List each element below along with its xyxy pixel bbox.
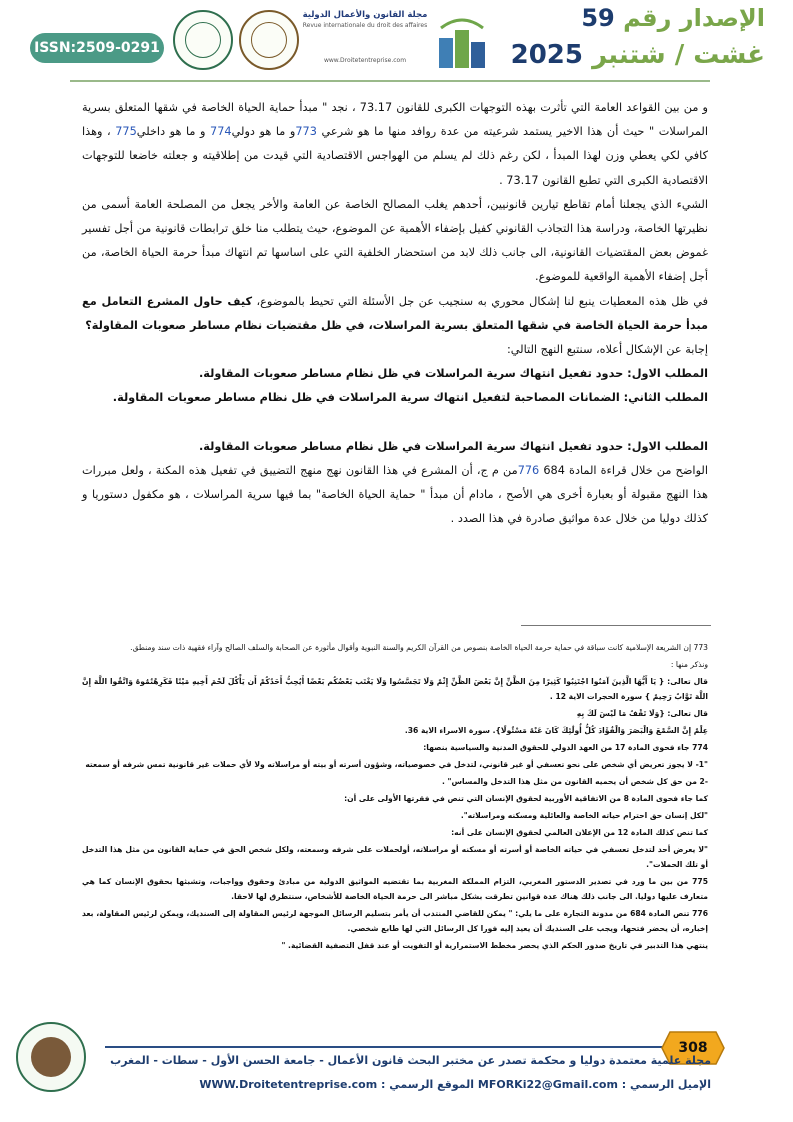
issue-month: غشت / شتنبر — [592, 40, 765, 70]
footnote-774-c: -2 من حق كل شخص أن يحميه القانون من مثل هذا التدخل والمساس" . — [442, 777, 708, 786]
email-label: الإميل الرسمي : — [621, 1078, 711, 1091]
footer-journal-line: مجلة علمية معتمدة دوليا و محكمة تصدر عن مختبر البحث قانون الأعمال - جامعة الحسن الأول - سطات - المغرب — [110, 1054, 711, 1067]
footnote-774-f: كما تنص كذلك المادة 12 من الإعلان العالمي لحقوق الإنسان على أنه: — [451, 828, 708, 837]
section-heading-3: المطلب الاول: حدود تفعيل انتهاك سرية المراسلات في ظل نظام مساطر صعوبات المقاولة. — [198, 439, 708, 453]
journal-site: www.Droitetentreprise.com — [323, 57, 407, 64]
issue-number: 59 — [581, 4, 615, 32]
research-question: كيف حاول المشرع التعامل مع مبدأ حرمة الحياة الخاصة في شقها المتعلق بسرية المراسلات، في ظل مقتضيات نظام مساطر صعوبات المقاولة؟ — [82, 294, 708, 332]
books-logo-icon — [433, 8, 491, 74]
issn-badge: ISSN:2509-0291 — [30, 33, 164, 63]
footnote-774-b: "1- لا يجوز تعريض أي شخص على نحو تعسفي أو غير قانوني، لتدخل في خصوصياته، وشؤون أسرته أو بيته أو مراسلاته ولا لأي حملات غير قانونية تمس شرفه أو سمعته — [85, 760, 708, 769]
issue-info — [495, 0, 765, 74]
paragraph-1: و من بين القواعد العامة التي تأثرت بهذه التوجهات الكبرى للقانون 73.17 ، نجد " مبدأ حماية الحياة الخاصة في شقها المتعلق بسرية المراسلات " حيث أن هذا الاخير يستمد شرعيته من عدة روافد منها ما هو شرعي 773و ما هو دولي774 و ما هو داخلي775 ، وهذا كافي لكي يعطي وزن لهذا المبدأ ، لكن رغم ذلك لم يسلم من الهواجس الاقتصادية التي قيدت من إطلاقيته و جعلته خاضعا للتوجهات الاقتصادية الكبرى التي تطبع القانون 73.17 . — [82, 101, 709, 187]
site-link[interactable]: WWW.Droitetentreprise.com — [199, 1078, 378, 1091]
footnote-ref-774[interactable]: 774 — [210, 125, 232, 139]
footnote-ref-776[interactable]: 776 — [517, 463, 540, 477]
university-seal-logo — [239, 10, 299, 70]
page-number: 308 — [678, 1040, 708, 1056]
footnote-773-verse-1: قال تعالى: { يَا أَيُّهَا الَّذِينَ آمَنُوا اجْتَنِبُوا كَثِيرًا مِنَ الظَّنِّ إِنَّ بَعْضَ الظَّنِّ إِثْمٌ وَلَا تَجَسَّسُوا وَلَا يَغْتَب بَعْضُكُم بَعْضًا أَيُحِبُّ أَحَدُكُمْ أَن يَأْكُلَ لَحْمَ أَخِيهِ مَيْتًا فَكَرِهْتُمُوهُ وَاتَّقُوا اللَّهَ إِنَّ اللَّهَ تَوَّابٌ رَحِيمٌ } سورة الحجرات الاية 12 . — [82, 677, 708, 701]
editor-seal-logo — [16, 1022, 86, 1092]
page-header — [0, 0, 793, 92]
footnote-ref-775[interactable]: 775 — [115, 125, 137, 139]
footnote-773-b: ونذكر منها : — [670, 660, 708, 669]
footnote-776-b: ينتهي هذا التدبير في تاريخ صدور الحكم الذي يحصر مخطط الاستمرارية أو التفويت أو عند قفل التصفية القضائية. " — [281, 941, 708, 950]
paragraph-3: في ظل هذه المعطيات ينبع لنا إشكال محوري به سنجيب عن جل الأسئلة التي تحيط بالموضوع، كيف حاول المشرع التعامل مع مبدأ حرمة الحياة الخاصة في شقها المتعلق بسرية المراسلات، في ظل مقتضيات نظام مساطر صعوبات المقاولة؟ — [82, 294, 709, 332]
footnotes — [82, 640, 708, 955]
section-heading-2: المطلب الثاني: الضمانات المصاحبة لتفعيل انتهاك سرية المراسلات في ظل نظام مساطر صعوبات المقاولة. — [112, 391, 708, 405]
footnote-separator — [521, 625, 711, 626]
footnote-774: 774 جاء فحوى المادة 17 من العهد الدولي للحقوق المدنية والسياسية بنصها: — [423, 743, 708, 752]
footnote-775: 775 من بين ما ورد في تصدير الدستور المغربي، التزام المملكة المغربية بما تقتضيه المواثيق الدولية من مبادئ وحقوق وواجبات، وتشبثها بحقوق الإنسان كما هي متعارف عليها دوليا. الى جانب ذلك هناك عدة قوانين تطرقت بشكل مباشر الى حرمة الحياة الخاصة للأشخاص، سنتطرق لها لاحقا. — [82, 877, 708, 901]
issue-label: الإصدار رقم — [623, 4, 765, 32]
footnote-776: 776 تنص المادة 684 من مدونة التجارة على ما يلي: " يمكن للقاضي المنتدب أن يأمر بتسليم الرسائل الموجهة لرئيس المقاولة إلى السنديك، ويمكن لرئيس المقاولة، بعد إخباره، أن يحضر فتحها، ويجب على السنديك أن يعيد إليه فورا كل الرسائل التي لها طابع شخصي. — [82, 909, 708, 933]
journal-masthead — [300, 10, 430, 72]
header-divider — [70, 80, 710, 82]
journal-title: مجلة القانون والأعمال الدولية — [302, 10, 428, 20]
article-body — [82, 96, 708, 531]
journal-subtitle: Revue internationale du droit des affaires — [302, 22, 428, 29]
footnote-773: 773 إن الشريعة الإسلامية كانت سباقة في حماية حرمة الحياة الخاصة بنصوص من القرآن الكريم والسنة النبوية وأقوال مأثورة عن الصحابة والسلف الصالح وآراء فقهية ذات سند ومنطق. — [130, 643, 708, 652]
paragraph-4: إجابة عن الإشكال أعلاه، سنتبع النهج التالي: — [506, 343, 708, 357]
footnote-774-e: "لكل إنسان حق احترام حياته الخاصة والعائلية ومسكنه ومراسلاته". — [460, 811, 708, 820]
issue-year: 2025 — [510, 40, 583, 70]
paragraph-5: الواضح من خلال قراءة المادة 684 776من م ج، أن المشرع في هذا القانون نهج منهج التضييق في تفعيل هذه المكنة ، ولعل مبررات هذا النهج مقبولة أو بعبارة أخرى هي الأصح ، مادام أن مبدأ " حماية الحياة الخاصة" بما فيها سرية المراسلات ، هو مكفول دستوريا و كذلك دوليا من خلال عدة مواثيق صادرة في هذا الصدد . — [82, 463, 708, 526]
page-footer — [0, 1022, 793, 1122]
footnote-774-g: "لا يعرض أحد لتدخل تعسفي في حياته الخاصة أو أسرته أو مسكنه أو مراسلاته، أولحملات على شرفه وسمعته، ولكل شخص الحق في حماية القانون من مثل هذا التدخل أو تلك الحملات". — [82, 845, 708, 869]
section-heading-1: المطلب الاول: حدود تفعيل انتهاك سرية المراسلات في ظل نظام مساطر صعوبات المقاولة. — [198, 367, 708, 381]
email-link[interactable]: MFORKi22@Gmail.com — [477, 1078, 618, 1091]
paragraph-2: الشيء الذي يجعلنا أمام تقاطع تيارين قانونيين، أحدهم يغلب المصالح الخاصة عن العامة والأخر يجعل من المصلحة العامة أسمى من نظيرتها الخاصة، ودراسة هذا التجاذب القانوني كفيل بإضفاء الأهمية عن الموضوع، حيث يتطلب منا خلق ترابطات قانونية من أجل تفسير غموض بعض المقتضيات القانونية، الى جانب ذلك لابد من استحضار الخلفية التي على اساسها تم انتهاك مبدأ حرمة الحياة الخاصة، من أجل إضفاء الأهمية الواقعية للموضوع. — [82, 197, 708, 284]
footer-divider — [105, 1046, 713, 1048]
site-label: الموقع الرسمي : — [381, 1078, 475, 1091]
footnote-ref-773[interactable]: 773 — [295, 125, 317, 139]
footnote-773-verse-2a: قال تعالى: {وَلَا تَقْفُ مَا لَيْسَ لَكَ بِهِ — [576, 709, 708, 718]
lab-seal-logo — [173, 10, 233, 70]
footnote-774-d: كما جاء فحوى المادة 8 من الاتفاقية الأوربية لحقوق الإنسان التي تنص في فقرتها الأولى على أن: — [344, 794, 708, 803]
footnote-773-verse-2b: عِلْمٌ إِنَّ السَّمْعَ وَالْبَصَرَ وَالْفُؤَادَ كُلُّ أُولَٰئِكَ كَانَ عَنْهُ مَسْئُولًا}. سورة الاسراء الاية 36. — [404, 726, 708, 735]
footer-contact-line — [111, 1078, 711, 1091]
